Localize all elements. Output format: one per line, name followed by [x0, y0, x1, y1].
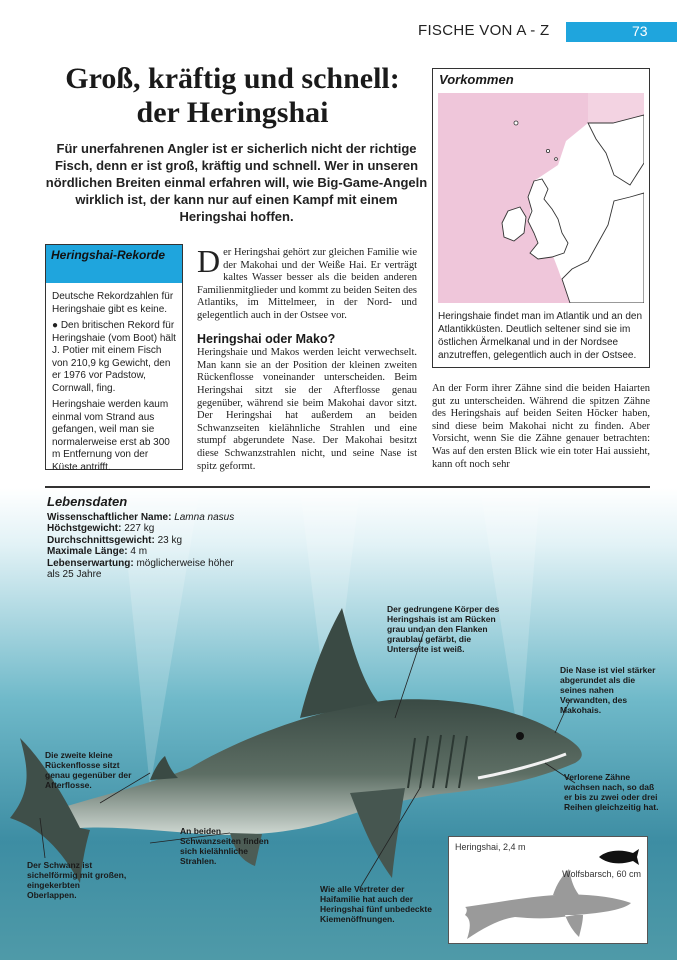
distribution-text: Heringshaie findet man im Atlantik und an den Atlantikküsten. Deutlich seltener sind sie im östlichen Ärmelkanal und in der Nordsee anzutreffen, gelegentlich auch in der Ostsee. — [438, 311, 643, 361]
life-data-row: Durchschnittsgewicht: 23 kg — [47, 534, 183, 546]
article-paragraph-2: Heringshaie und Makos werden leicht verwechselt. Man kann sie an der Position der kleinen zweiten Rückenflosse voneinander unterscheiden. Beim Heringshai sitzt sie der Afterflosse genau gegenüber, während sie beim Makohai davor sitzt. Der Heringshai hat außerdem an beiden Schwanzseiten kielähnliche Strahlen und eine stumpf abgerundete Nase. Der Makohai besitzt diese Schwanzstrahlen nicht, und seine Nase ist spitz geformt. — [197, 347, 417, 472]
size-comparison-box — [448, 836, 648, 944]
records-box — [45, 244, 183, 473]
article-column-2 — [432, 383, 650, 471]
article-column-1 — [197, 243, 417, 473]
annotation-teeth: Verlorene Zähne wachsen nach, so daß er bis zu zwei oder drei Reihen gleichzeitig hat. — [564, 772, 659, 812]
distribution-box — [432, 68, 650, 368]
subheading: Heringshai oder Mako? — [197, 331, 336, 346]
page-number: 73 — [566, 22, 677, 42]
distribution-title: Vorkommen — [439, 72, 514, 87]
life-data-box — [47, 496, 347, 581]
annotation-second-dorsal: Die zweite kleine Rückenflosse sitzt genau gegenüber der Afterflosse. — [45, 750, 132, 790]
article-paragraph-1: Der Heringshai gehört zur gleichen Familie wie der Makohai und der Weiße Hai. Er verträgt kaltes Wasser besser als die beiden anderen Familienmitglieder und kommt zu beiden Seiten des Atlantiks, im Mittelmeer, in der Nord- und gelegentlich auch in der Ostsee vor. — [197, 243, 417, 321]
page-title — [40, 62, 425, 130]
bass-silhouette-icon — [597, 847, 641, 867]
annotation-keels: An beiden Schwanzseiten finden sich kielähnliche Strahlen. — [180, 826, 269, 866]
drop-cap: D — [197, 243, 221, 279]
annotation-nose: Die Nase ist viel stärker abgerundet als die seines nahen Verwandten, des Makohais. — [560, 665, 656, 715]
records-paragraph-1: Deutsche Rekordzahlen für Heringshaie gibt es keine. — [52, 291, 174, 315]
intro-text: Für unerfahrenen Angler ist er sicherlich nicht der richtige Fisch, denn er ist groß, kräftig und schnell. Wer in unseren nördlichen Breiten einmal erfahren will, wie Big-Game-Angeln wirklich ist, der kann nur auf einen Kampf mit einem Heringshai hoffen. — [45, 141, 428, 224]
bass-size-label: Wolfsbarsch, 60 cm — [562, 869, 641, 879]
title-line-1: Groß, kräftig und schnell: — [65, 62, 400, 95]
records-paragraph-2: ● Den britischen Rekord für Heringshaie (vom Boot) hält J. Potier mit einem Fisch von 210,9 kg Gewicht, den er 1976 vor Padstow, Cornwall, fing. — [52, 320, 176, 394]
life-data-row: Höchstgewicht: 227 kg — [47, 523, 155, 534]
life-data-row: Maximale Länge: 4 m — [47, 546, 148, 557]
annotation-gills: Wie alle Vertreter der Haifamilie hat auch der Heringshai fünf unbedeckte Kiemenöffnungen. — [320, 884, 432, 924]
life-data-row: Wissenschaftlicher Name: Lamna nasus — [47, 511, 235, 523]
records-paragraph-3: Heringshaie werden kaum einmal vom Strand aus gefangen, weil man sie normalerweise erst ab 300 m Entfernung von der Küste antrifft. — [52, 399, 170, 473]
annotation-body-color: Der gedrungene Körper des Heringshais ist am Rücken grau und an den Flanken graublau gefärbt, die Unterseite ist weiß. — [387, 604, 500, 654]
shark-eye — [516, 732, 524, 740]
shark-size-label: Heringshai, 2,4 m — [455, 842, 526, 852]
article-paragraph-3: An der Form ihrer Zähne sind die beiden Haiarten gut zu unterscheiden. Während die spitzen Zähne des Heringshais auf beiden Seiten Höcker haben, sind diese beim Makohai nicht zu finden. Aber Vorsicht, wenn Sie die Zähne genauer betrachten: Was auf den ersten Blick wie ein toter Hai aussieht, kann oft noch sehr — [432, 383, 650, 470]
distribution-map — [438, 93, 644, 303]
title-line-2: der Heringshai — [136, 96, 329, 129]
life-data-row: Lebenserwartung: möglicherweise höher als 25 Jahre — [47, 557, 234, 580]
section-title: FISCHE VON A - Z — [418, 22, 550, 39]
life-data-title: Lebensdaten — [47, 494, 128, 509]
annotation-tail: Der Schwanz ist sichelförmig mit großen, eingekerbten Oberlappen. — [27, 860, 127, 900]
records-title: Heringshai-Rekorde — [46, 245, 182, 283]
